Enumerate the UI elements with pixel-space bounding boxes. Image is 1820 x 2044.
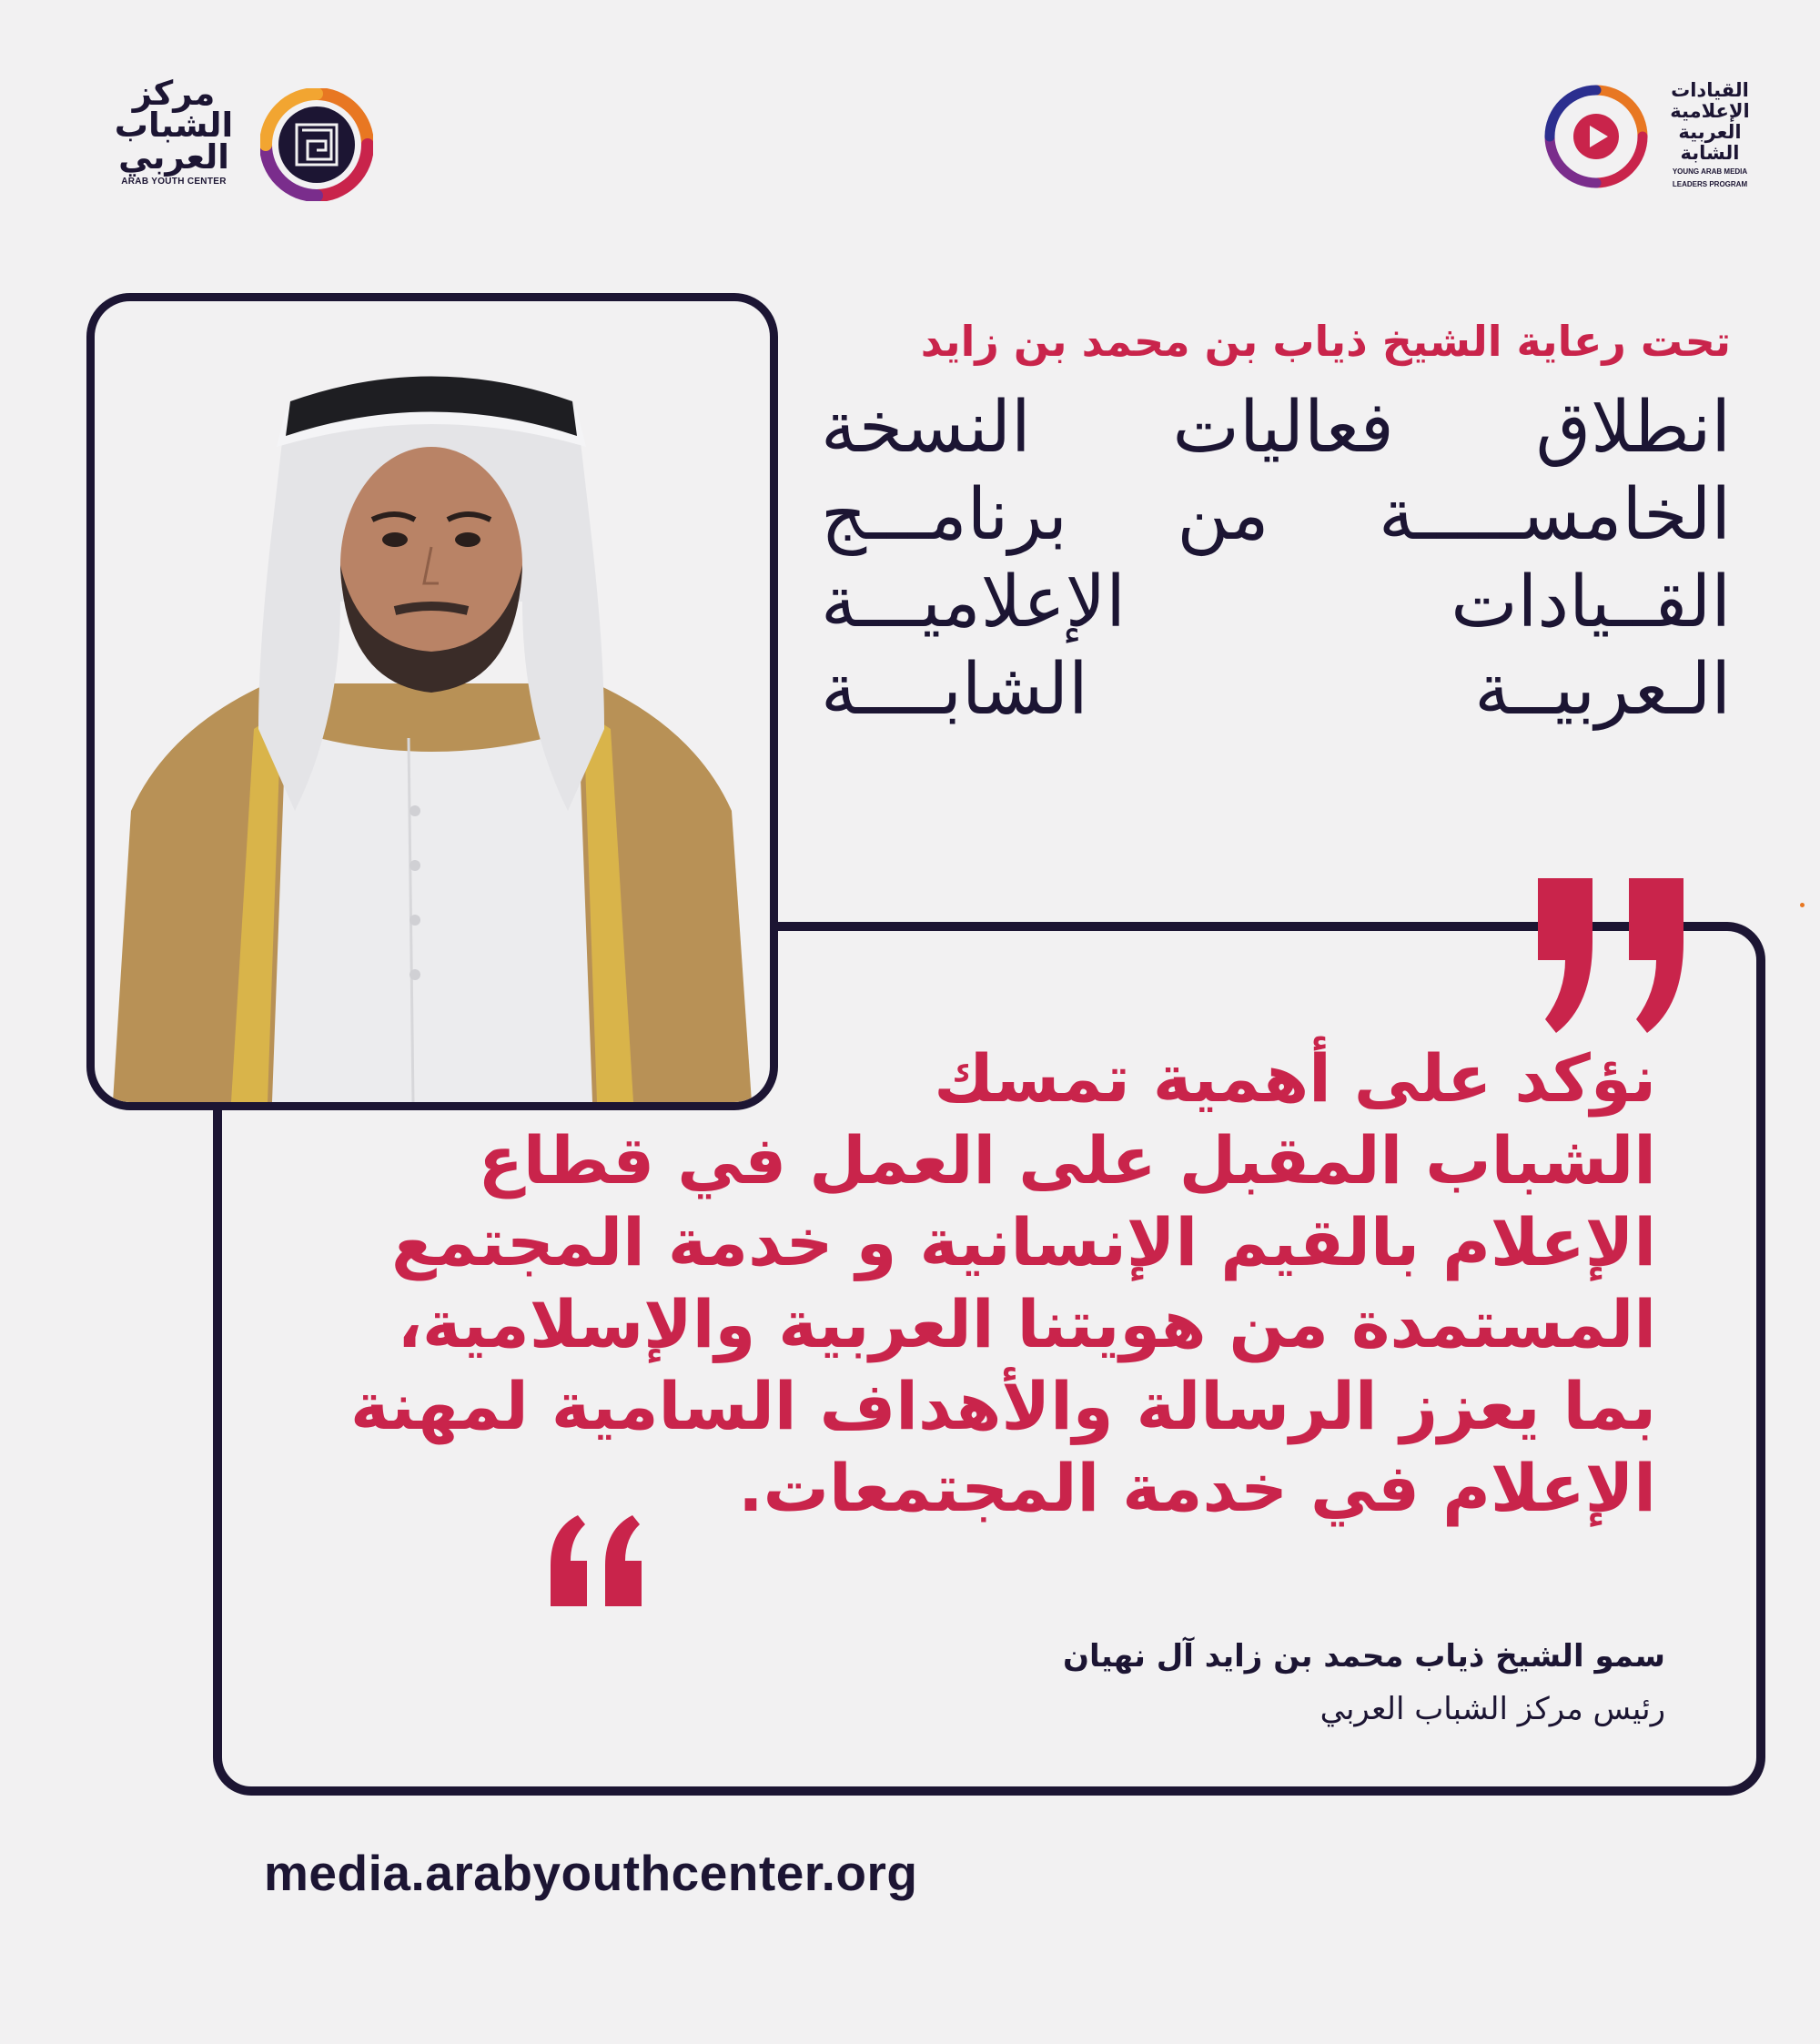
portrait-photo [86,293,778,1110]
yam-logo-english-2: LEADERS PROGRAM [1672,180,1748,188]
attribution-title: رئيس مركز الشباب العربي [1320,1691,1665,1727]
young-arab-media-leaders-logo [1542,80,1761,198]
headline-line: القــيادات الإعلاميـــة [821,562,1731,643]
ayc-logo-line-2: الشباب [114,106,234,145]
closing-quote-mark-icon [541,1515,651,1606]
yam-logo-line-2: الإعلامية [1670,100,1750,122]
ayc-logo-line-3: العربي [118,137,229,177]
accent-dot [1800,903,1805,907]
ayc-logo-english: ARAB YOUTH CENTER [121,177,227,187]
yam-logo-line-3: العربية [1678,121,1742,143]
quote-line: نؤكد على أهمية تمسك [934,1040,1656,1117]
patronage-line: تحت رعاية الشيخ ذياب بن محمد بن زايد [920,317,1731,366]
arab-youth-center-wordmark [109,74,238,187]
arab-youth-center-logo [109,74,373,200]
quote-line: الإعلام في خدمة المجتمعات. [738,1450,1656,1526]
opening-quote-mark-icon [1529,878,1693,1033]
headline-line: انطلاق فعاليات النسخة [821,387,1731,469]
headline-line: الـعربيــة الشابــــة [821,649,1731,731]
attribution-name: سمو الشيخ ذياب محمد بن زايد آل نهيان [1063,1638,1665,1675]
quote-text [309,1037,1656,1529]
quote-line: الشباب المقبل على العمل في قطاع [478,1122,1656,1199]
young-arab-media-leaders-wordmark [1659,80,1761,189]
yam-logo-line-4: الشابة [1680,142,1740,164]
play-ring-emblem-icon [1542,83,1650,190]
portrait-illustration [95,301,770,1102]
quote-line: الإعلام بالقيم الإنسانية و خدمة المجتمع [391,1204,1656,1280]
headline-line: الخامســـــة من برنامـــج [821,474,1731,556]
headline [821,384,1731,734]
website-url[interactable]: media.arabyouthcenter.org [264,1845,918,1901]
ayc-logo-line-1: مركز [132,74,216,113]
quote-line: بما يعزز الرسالة والأهداف السامية لمهنة [349,1368,1656,1444]
yam-logo-english-1: YOUNG ARAB MEDIA [1672,167,1748,176]
quote-line: المستمدة من هويتنا العربية والإسلامية، [397,1286,1656,1362]
yam-logo-line-1: القيادات [1671,79,1749,101]
arab-youth-center-emblem-icon [260,88,373,201]
